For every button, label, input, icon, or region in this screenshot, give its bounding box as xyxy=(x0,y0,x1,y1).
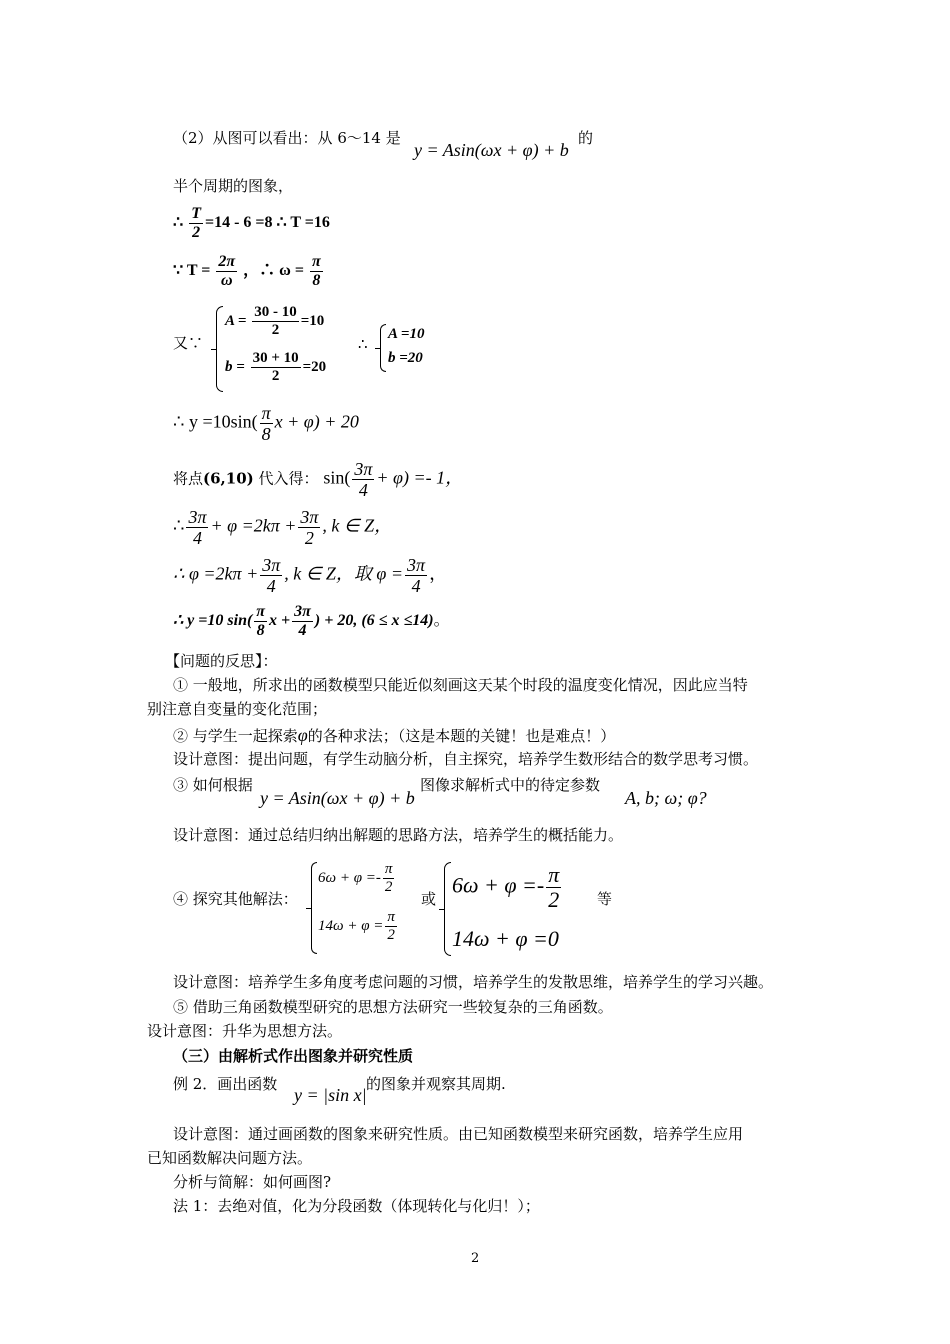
page-number: 2 xyxy=(471,1251,480,1266)
design-intent: 设计意图：通过总结归纳出解题的思路方法，培养学生的概括能力。 xyxy=(173,826,624,844)
numerator: 3π xyxy=(294,603,311,620)
denominator: 4 xyxy=(298,622,307,639)
numerator: π xyxy=(311,253,321,270)
numerator: 30 - 10 xyxy=(254,304,297,320)
fraction xyxy=(260,556,282,595)
equation-lhs: A = xyxy=(225,312,247,329)
equation-lead: ∵ T = xyxy=(173,262,211,280)
equation-mid: ，∴ ω = xyxy=(243,262,304,280)
denominator: 8 xyxy=(312,272,321,289)
numerator: 3π xyxy=(407,555,426,575)
numerator: π xyxy=(256,603,266,620)
equation-rhs: =10 xyxy=(300,312,325,329)
left-brace xyxy=(444,862,451,956)
denominator: 2 xyxy=(192,224,201,241)
equation-lhs: b = xyxy=(225,358,245,375)
equation xyxy=(173,508,392,547)
text: 将点 xyxy=(173,469,204,488)
paragraph-line: 别注意自变量的变化范围； xyxy=(147,700,328,718)
result-b: b =20 xyxy=(388,350,423,366)
equation-lead: ∴ y =10 sin( xyxy=(173,612,253,630)
denominator: 2 xyxy=(271,322,280,338)
fraction xyxy=(252,305,299,338)
equation-rhs: =20 xyxy=(302,358,327,375)
design-intent: 设计意图：培养学生多角度考虑问题的习惯，培养学生的发散思维，培养学生的学习兴趣。 xyxy=(173,973,774,991)
numerator: π xyxy=(387,909,395,925)
equation-rest: ) + 20, (6 ≤ x ≤14) xyxy=(314,612,434,630)
equation-lhs: 6ω + φ =- xyxy=(318,869,381,886)
equation-lhs: 14ω + φ = xyxy=(318,917,384,934)
numerator: 30 + 10 xyxy=(252,350,299,366)
paragraph-line: 分析与简解：如何画图? xyxy=(173,1173,332,1191)
denominator: 2 xyxy=(304,528,314,548)
text: 又∵ xyxy=(173,334,204,352)
fraction xyxy=(189,206,203,241)
therefore-symbol: ∴ xyxy=(173,214,184,232)
paragraph-line: 法 1：去绝对值，化为分段函数（体现转化与化归！）； xyxy=(173,1197,540,1215)
numerator: 2π xyxy=(218,253,236,270)
left-brace xyxy=(380,324,386,372)
text: 等 xyxy=(597,890,613,908)
text: ② 与学生一起探索 xyxy=(173,727,298,745)
equation-rest: ， xyxy=(429,563,448,584)
section-heading: （三）由解析式作出图象并研究性质 xyxy=(173,1047,414,1065)
equation xyxy=(225,351,326,384)
example-line: 例 2．画出函数 xyxy=(173,1075,278,1093)
text-line: 半个周期的图象， xyxy=(173,177,294,195)
text: 的图象并观察其周期. xyxy=(366,1075,506,1093)
equation-mid: + φ =2kπ + xyxy=(210,515,297,536)
fraction xyxy=(298,508,320,547)
paragraph-line xyxy=(173,726,615,744)
equation xyxy=(173,206,330,241)
equation xyxy=(225,305,324,338)
denominator: 2 xyxy=(271,368,280,384)
equation-rest: x + φ) + 20 xyxy=(274,411,359,432)
fraction xyxy=(385,910,397,943)
text-line xyxy=(173,131,401,146)
text: 代入得： xyxy=(258,469,319,488)
denominator: 4 xyxy=(192,528,202,548)
phi-symbol: φ xyxy=(297,725,308,745)
period: 。 xyxy=(433,612,450,630)
equation-line xyxy=(173,460,463,499)
left-brace xyxy=(216,306,223,392)
fraction xyxy=(546,864,561,911)
equation xyxy=(173,254,325,289)
fraction xyxy=(251,351,301,384)
denominator: 8 xyxy=(256,622,265,639)
design-intent: 设计意图：通过画函数的图象来研究性质。由已知函数模型来研究函数，培养学生应用 xyxy=(173,1125,744,1143)
fraction xyxy=(383,862,395,895)
numerator: 3π xyxy=(300,507,319,527)
denominator: ω xyxy=(220,272,233,289)
denominator: 2 xyxy=(384,879,393,895)
paragraph-line: ⑤ 借助三角函数模型研究的思想方法研究一些较复杂的三角函数。 xyxy=(173,998,613,1016)
numerator: π xyxy=(384,861,393,877)
equation-mid: x + xyxy=(269,612,291,630)
numerator: π xyxy=(261,403,271,423)
point: (6,10) xyxy=(203,469,254,488)
numerator: 3π xyxy=(354,459,373,479)
denominator: 2 xyxy=(387,927,395,943)
equation xyxy=(173,556,447,595)
fraction xyxy=(186,508,208,547)
formula: y = Asin(ωx + φ) + b xyxy=(260,788,415,808)
paragraph-line: 已知函数解决问题方法。 xyxy=(147,1149,313,1167)
denominator: 8 xyxy=(261,424,271,444)
equation: 14ω + φ =0 xyxy=(452,926,559,951)
function: sin( xyxy=(323,467,351,488)
denominator: 2 xyxy=(548,887,560,912)
fraction xyxy=(260,404,273,443)
paragraph-line: ④ 探究其他解法： xyxy=(173,890,298,908)
fraction xyxy=(216,254,237,289)
equation-rest: , k ∈ Z， xyxy=(322,515,393,536)
result-a: A =10 xyxy=(388,326,425,342)
section-heading: 【问题的反思】： xyxy=(165,652,278,670)
paragraph-line: ① 一般地，所求出的函数模型只能近似刻画这天某个时段的温度变化情况，因此应当特 xyxy=(173,676,748,694)
numerator: π xyxy=(548,862,560,887)
text: 或 xyxy=(421,890,437,908)
text: 的各种求法；（这是本题的关键！也是难点！） xyxy=(307,727,616,745)
text: （2）从图可以看出：从 6～14 是 xyxy=(173,129,401,147)
equation xyxy=(173,604,450,639)
fraction xyxy=(310,254,323,289)
equation-mid: , k ∈ Z，取 φ = xyxy=(284,563,404,584)
equation xyxy=(318,862,396,895)
fraction xyxy=(254,604,267,639)
numerator: T xyxy=(191,205,201,222)
fraction xyxy=(405,556,427,595)
design-intent: 设计意图：升华为思想方法。 xyxy=(147,1022,343,1040)
formula: y = Asin(ωx + φ) + b xyxy=(414,140,569,160)
equation-rest: =14 - 6 =8 ∴ T =16 xyxy=(204,214,330,232)
equation xyxy=(318,910,399,943)
denominator: 4 xyxy=(358,480,368,500)
numerator: 3π xyxy=(188,507,207,527)
left-brace xyxy=(311,862,317,954)
text: 图像求解析式中的待定参数 xyxy=(420,776,601,794)
denominator: 4 xyxy=(411,576,421,596)
equation-lead: ∴ y =10sin( xyxy=(173,411,258,432)
formula: y = |sin x| xyxy=(294,1085,367,1105)
equation xyxy=(452,864,563,911)
parameters: A, b; ω; φ? xyxy=(625,788,707,808)
paragraph-line: ③ 如何根据 xyxy=(173,776,253,794)
denominator: 4 xyxy=(266,576,276,596)
numerator: 3π xyxy=(262,555,281,575)
equation-lhs: 6ω + φ =- xyxy=(452,872,545,898)
equation-rest: + φ) =- 1， xyxy=(376,467,464,488)
equation-lead: ∴ φ =2kπ + xyxy=(173,563,259,584)
equation xyxy=(173,404,359,443)
therefore-symbol: ∴ xyxy=(173,515,185,536)
fraction xyxy=(352,460,374,499)
design-intent: 设计意图：提出问题，有学生动脑分析，自主探究，培养学生数形结合的数学思考习惯。 xyxy=(173,750,759,768)
fraction xyxy=(292,604,313,639)
text: 的 xyxy=(578,129,594,147)
therefore-symbol: ∴ xyxy=(358,335,368,353)
